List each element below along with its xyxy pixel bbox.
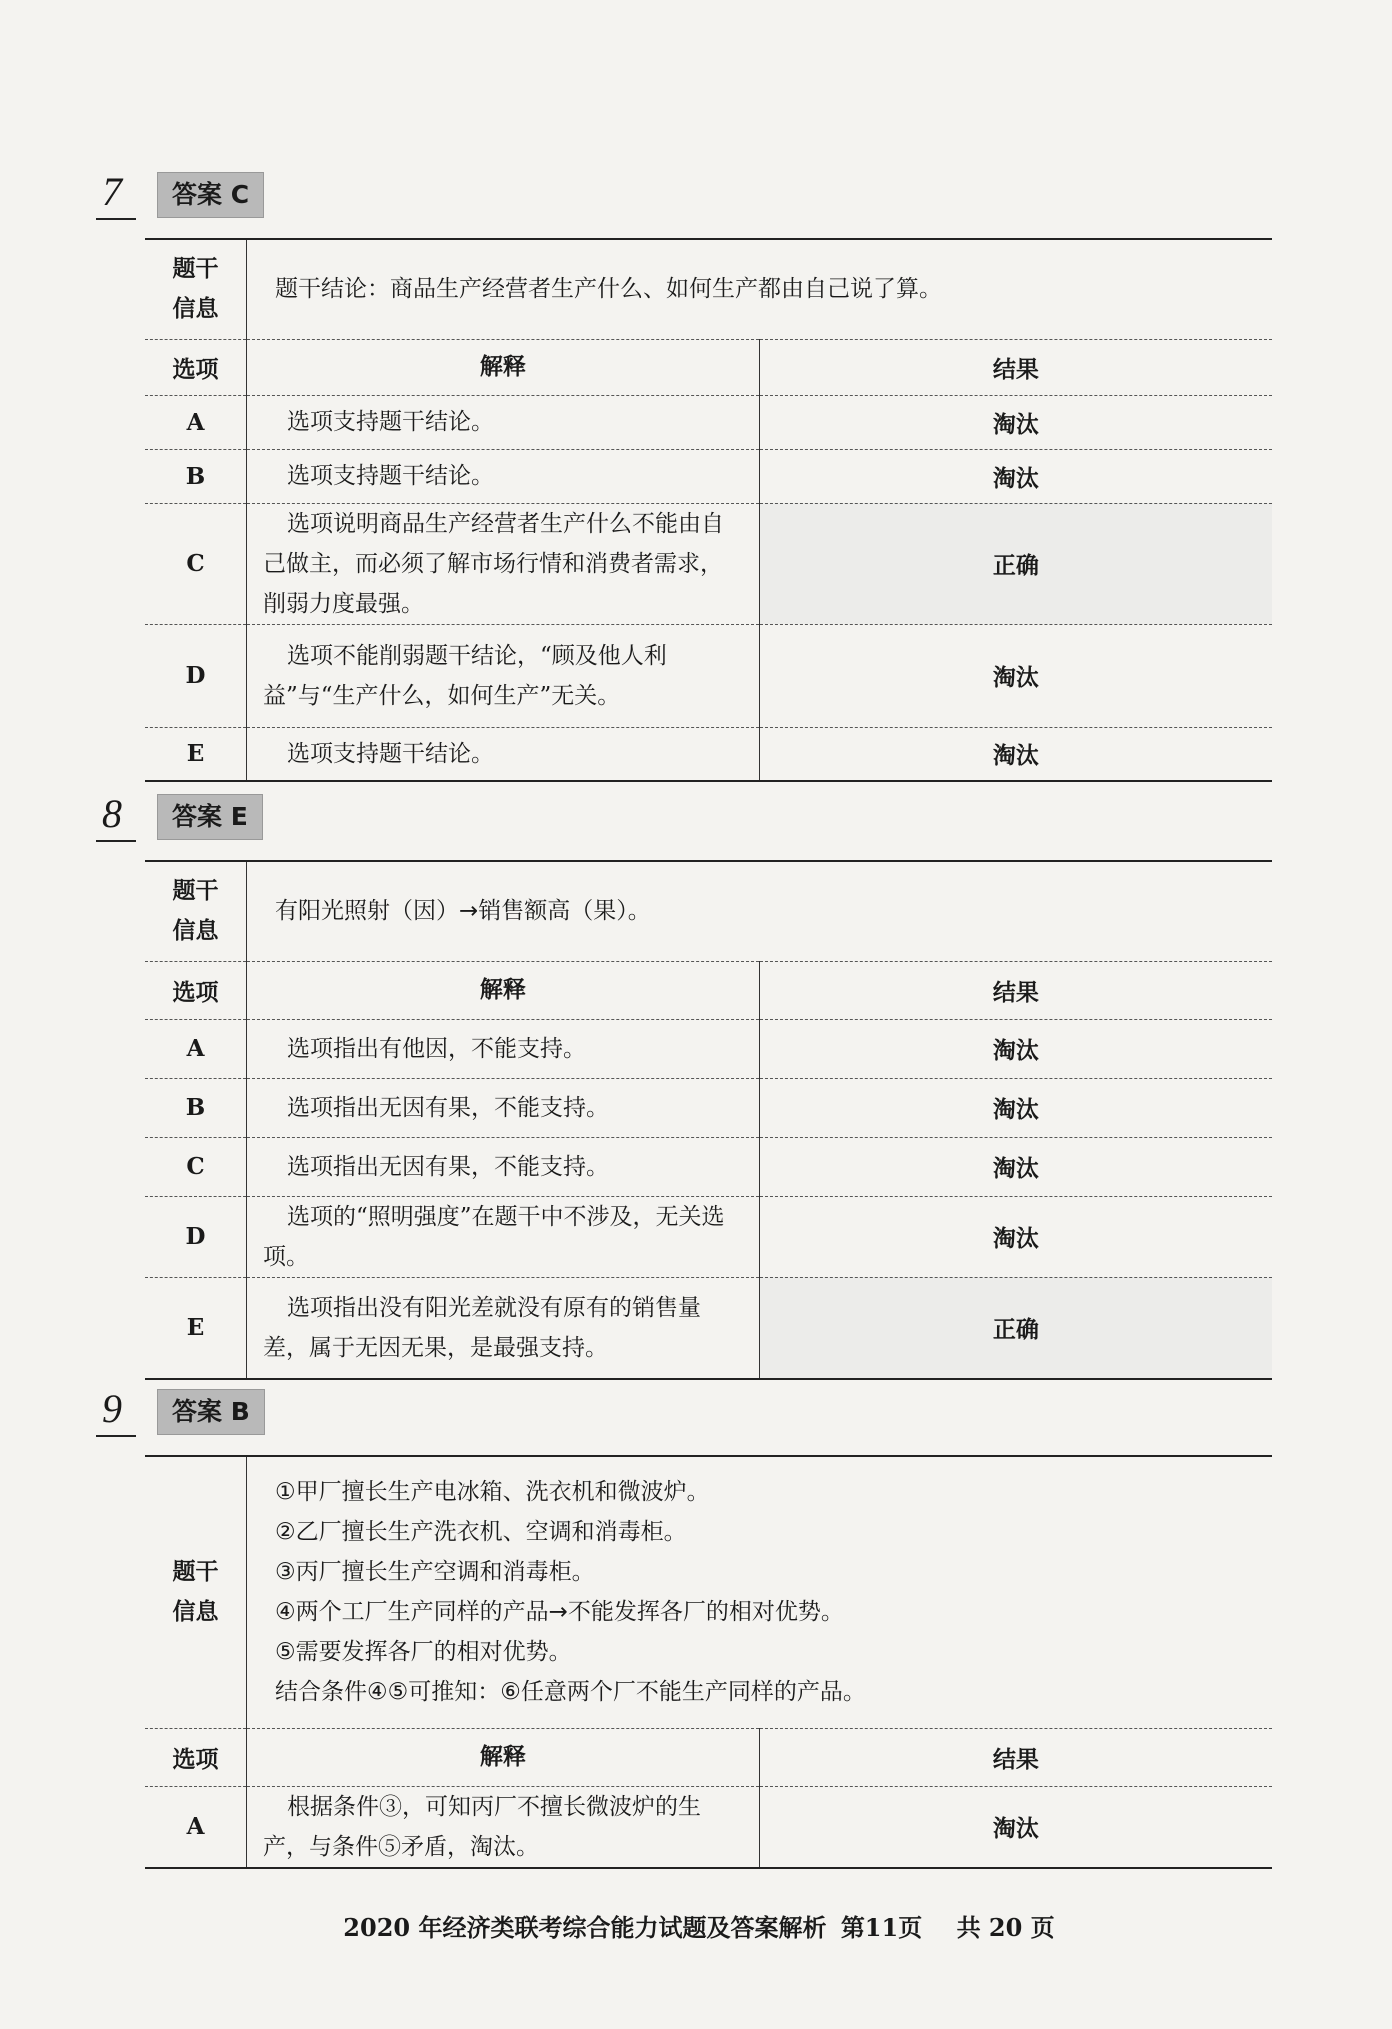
header-result: 结果: [759, 339, 1272, 395]
option-letter: E: [145, 1277, 247, 1379]
header-row: [145, 1728, 1272, 1786]
option-result: 正确: [759, 1277, 1272, 1379]
option-explanation: 选项指出无因有果，不能支持。: [247, 1137, 760, 1196]
question-header: [90, 1385, 1272, 1441]
header-option: 选项: [145, 961, 247, 1019]
table-row: [145, 449, 1272, 503]
option-explanation: 选项指出有他因，不能支持。: [247, 1019, 760, 1078]
stem-text: ①甲厂擅长生产电冰箱、洗衣机和微波炉。 ②乙厂擅长生产洗衣机、空调和消毒柜。 ③丙厂擅长生产空调和消毒柜。 ④两个工厂生产同样的产品→不能发挥各厂的相对优势。 ⑤需要发挥各厂的相对优势。 结合条件④⑤可推知：⑥任意两个厂不能生产同样的产品。: [247, 1456, 1273, 1728]
footer-total-pages: 共 20 页: [956, 1913, 1055, 1942]
option-result: 淘汰: [759, 1137, 1272, 1196]
stem-label: 题干 信息: [145, 861, 247, 961]
table-row: [145, 503, 1272, 624]
option-result: 淘汰: [759, 1196, 1272, 1277]
table-row: [145, 1196, 1272, 1277]
option-result: 淘汰: [759, 727, 1272, 781]
option-explanation: 选项不能削弱题干结论，“顾及他人利益”与“生产什么，如何生产”无关。: [247, 624, 760, 727]
question-number-underline: [96, 218, 136, 220]
table-row: [145, 1078, 1272, 1137]
header-row: [145, 961, 1272, 1019]
option-explanation: 选项指出无因有果，不能支持。: [247, 1078, 760, 1137]
header-explanation: 解释: [247, 961, 760, 1019]
option-result: 淘汰: [759, 449, 1272, 503]
option-explanation: 选项支持题干结论。: [247, 449, 760, 503]
option-explanation: 选项支持题干结论。: [247, 727, 760, 781]
question-number: 9: [102, 1386, 122, 1431]
option-letter: C: [145, 503, 247, 624]
option-explanation: 根据条件③，可知丙厂不擅长微波炉的生产，与条件⑤矛盾，淘汰。: [247, 1786, 760, 1868]
stem-text: 题干结论：商品生产经营者生产什么、如何生产都由自己说了算。: [247, 239, 1273, 339]
header-row: [145, 339, 1272, 395]
solution-table: [145, 860, 1272, 1380]
table-row: [145, 395, 1272, 449]
answer-badge: 答案 C: [157, 172, 264, 218]
stem-row: [145, 239, 1272, 339]
question-number: 8: [102, 791, 122, 836]
stem-label: 题干 信息: [145, 1456, 247, 1728]
option-result: 正确: [759, 503, 1272, 624]
table-row: [145, 727, 1272, 781]
option-letter: B: [145, 1078, 247, 1137]
option-result: 淘汰: [759, 1019, 1272, 1078]
option-result: 淘汰: [759, 1078, 1272, 1137]
header-option: 选项: [145, 1728, 247, 1786]
option-result: 淘汰: [759, 624, 1272, 727]
option-explanation: 选项说明商品生产经营者生产什么不能由自己做主，而必须了解市场行情和消费者需求，削弱力度最强。: [247, 503, 760, 624]
stem-row: [145, 861, 1272, 961]
question-header: [90, 790, 1272, 846]
option-letter: C: [145, 1137, 247, 1196]
footer-page-number: 第11页: [840, 1913, 923, 1942]
option-letter: A: [145, 1786, 247, 1868]
stem-row: [145, 1456, 1272, 1728]
question-number-underline: [96, 1435, 136, 1437]
header-explanation: 解释: [247, 1728, 760, 1786]
answer-badge: 答案 E: [157, 794, 263, 840]
stem-label: 题干 信息: [145, 239, 247, 339]
question-7: [90, 168, 1272, 770]
table-row: [145, 624, 1272, 727]
header-option: 选项: [145, 339, 247, 395]
answer-badge: 答案 B: [157, 1389, 265, 1435]
header-explanation: 解释: [247, 339, 760, 395]
page-footer: [0, 1908, 1392, 1943]
option-explanation: 选项指出没有阳光差就没有原有的销售量差，属于无因无果，是最强支持。: [247, 1277, 760, 1379]
solution-table: [145, 1455, 1272, 1869]
option-letter: A: [145, 395, 247, 449]
table-row: [145, 1277, 1272, 1379]
option-explanation: 选项支持题干结论。: [247, 395, 760, 449]
question-header: [90, 168, 1272, 224]
option-result: 淘汰: [759, 1786, 1272, 1868]
option-letter: E: [145, 727, 247, 781]
option-letter: D: [145, 624, 247, 727]
footer-title: 2020 年经济类联考综合能力试题及答案解析: [343, 1913, 827, 1942]
table-row: [145, 1019, 1272, 1078]
question-8: [90, 790, 1272, 1361]
header-result: 结果: [759, 961, 1272, 1019]
question-9: [90, 1385, 1272, 1860]
option-letter: B: [145, 449, 247, 503]
header-result: 结果: [759, 1728, 1272, 1786]
table-row: [145, 1786, 1272, 1868]
solution-table: [145, 238, 1272, 782]
option-letter: A: [145, 1019, 247, 1078]
question-number: 7: [102, 169, 122, 214]
option-result: 淘汰: [759, 395, 1272, 449]
option-explanation: 选项的“照明强度”在题干中不涉及，无关选项。: [247, 1196, 760, 1277]
option-letter: D: [145, 1196, 247, 1277]
stem-text: 有阳光照射（因）→销售额高（果）。: [247, 861, 1273, 961]
question-number-underline: [96, 840, 136, 842]
table-row: [145, 1137, 1272, 1196]
